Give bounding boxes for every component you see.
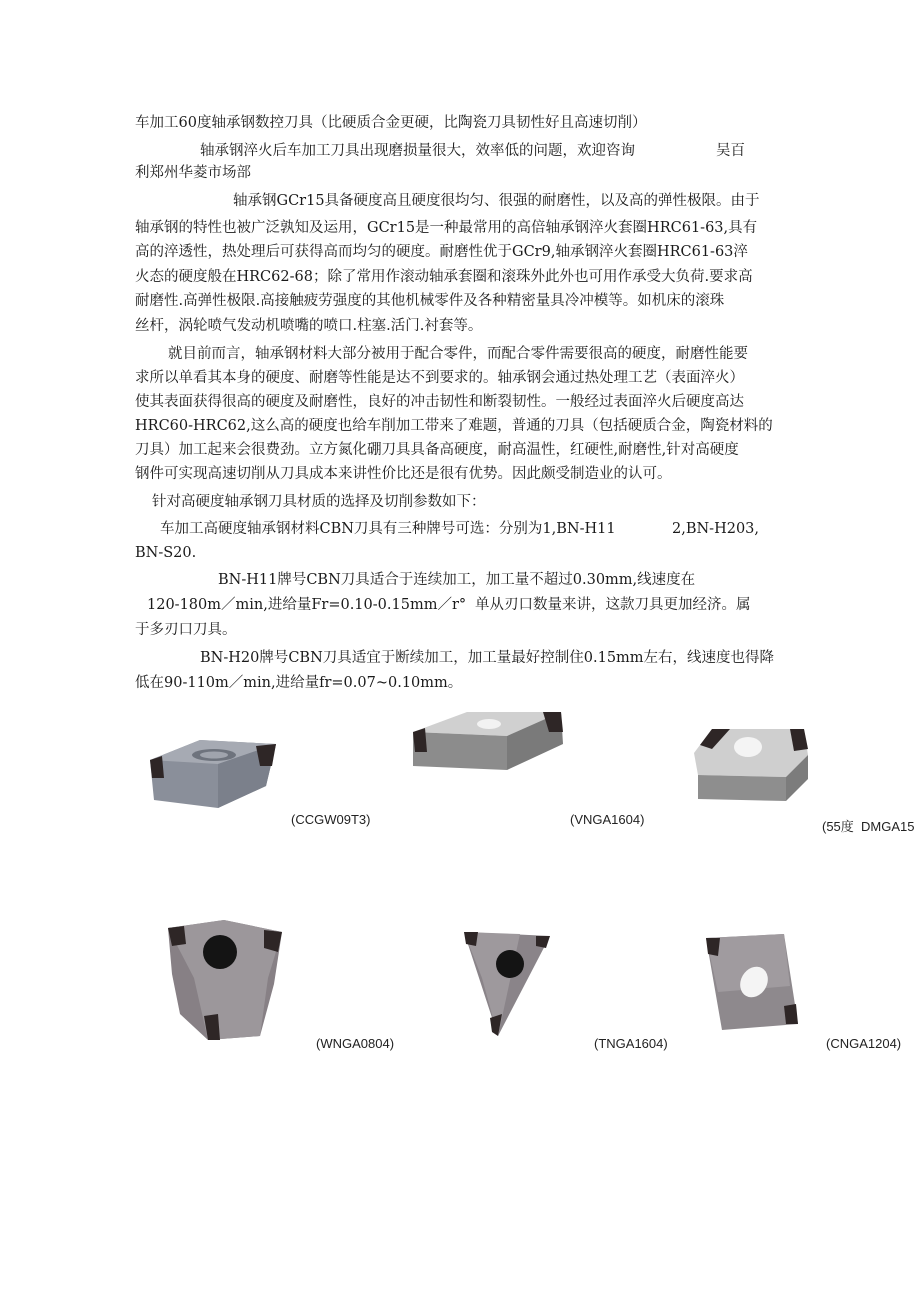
para1-line: 轴承钢GCr15具备硬度高且硬度很均匀、很强的耐磨性，以及高的弹性极限。由于 <box>233 193 760 209</box>
intro-contact-name: 吴百 <box>716 143 745 159</box>
intro-line-1: 轴承钢淬火后车加工刀具出现磨损量很大，效率低的问题，欢迎咨询 <box>200 143 635 159</box>
para2-line: 钢件可实现高速切削从刀具成本来讲性价比还是很有优势。因此颇受制造业的认可。 <box>135 466 672 482</box>
para2-line: 刀具）加工起来会很费劲。立方氮化硼刀具具备高硬度，耐高温性，红硬性,耐磨性,针对高硬度 <box>135 442 739 458</box>
para5-line-2-tail: 单从刃口数量来讲，这款刀具更加经济。属 <box>475 597 751 613</box>
para4-line-2: BN-S20. <box>135 545 197 561</box>
para1-line: 轴承钢的特性也被广泛孰知及运用，GCr15是一种最常用的高倍轴承钢淬火套圈HRC61-63,具有 <box>135 220 758 236</box>
dnga-insert-icon <box>690 725 810 805</box>
page-title: 车加工60度轴承钢数控刀具（比硬质合金更硬，比陶瓷刀具韧性好且高速切削） <box>135 115 647 131</box>
para5-line-2: 120-180m／min,进给量Fr=0.10-0.15mm／r° <box>147 597 467 613</box>
para2-line: 求所以单看其本身的硬度、耐磨等性能是达不到要求的。轴承钢会通过热处理工艺（表面淬火） <box>135 370 744 386</box>
para1-line: 丝杆，涡轮喷气发动机喷嘴的喷口.柱塞.活门.衬套等。 <box>135 318 483 334</box>
para4-line-1-tail: 2,BN-H203, <box>672 521 760 537</box>
insert-caption: (VNGA1604) <box>570 812 645 827</box>
tnga-insert-icon <box>460 928 554 1040</box>
intro-line-2: 利郑州华菱市场部 <box>135 165 251 181</box>
insert-caption: (CNGA1204) <box>826 1036 902 1051</box>
para5-line-3: 于多刃口刀具。 <box>135 622 237 638</box>
para1-line: 火态的硬度般在HRC62-68；除了常用作滚动轴承套圈和滚珠外此外也可用作承受大负荷.要求高 <box>135 269 753 285</box>
wnga-insert-icon <box>164 918 286 1042</box>
para5-line-1: BN-H11牌号CBN刀具适合于连续加工，加工量不超过0.30mm,线速度在 <box>218 572 696 588</box>
para6-line-1: BN-H20牌号CBN刀具适宜于断续加工，加工量最好控制住0.15mm左右，线速度也得降 <box>200 650 775 666</box>
para2-line: HRC60-HRC62,这么高的硬度也给车削加工带来了难题，普通的刀具（包括硬质合金，陶瓷材料的 <box>135 418 773 434</box>
para2-line: 使其表面获得很高的硬度及耐磨性，良好的冲击韧性和断裂韧性。一般经过表面淬火后硬度高达 <box>135 394 744 410</box>
cnga-insert-icon <box>704 932 800 1032</box>
para1-line: 耐磨性.高弹性极限.高接触疲劳强度的其他机械零件及各种精密量具冷冲模等。如机床的滚珠 <box>135 293 725 309</box>
insert-caption: (55度 DMGA15 <box>822 819 915 834</box>
insert-caption: (CCGW09T3) <box>291 812 371 827</box>
insert-caption: (TNGA1604) <box>594 1036 668 1051</box>
para6-line-2: 低在90-110m／min,进给量fr=0.07~0.10mm。 <box>135 675 463 691</box>
ccgw-insert-icon <box>148 738 278 810</box>
para4-line-1: 车加工高硬度轴承钢材料CBN刀具有三种牌号可选：分别为1,BN-H11 <box>160 521 616 537</box>
para2-line: 就目前而言，轴承钢材料大部分被用于配合零件，而配合零件需要很高的硬度，耐磨性能要 <box>168 346 748 362</box>
paragraph-selection-heading: 针对高硬度轴承钢刀具材质的选择及切削参数如下： <box>152 494 486 510</box>
para1-line: 高的淬透性，热处理后可获得高而均匀的硬度。耐磨性优于GCr9,轴承钢淬火套圈HRC61-63淬 <box>135 244 748 260</box>
insert-caption: (WNGA0804) <box>316 1036 395 1051</box>
vnga-insert-icon <box>411 708 567 774</box>
